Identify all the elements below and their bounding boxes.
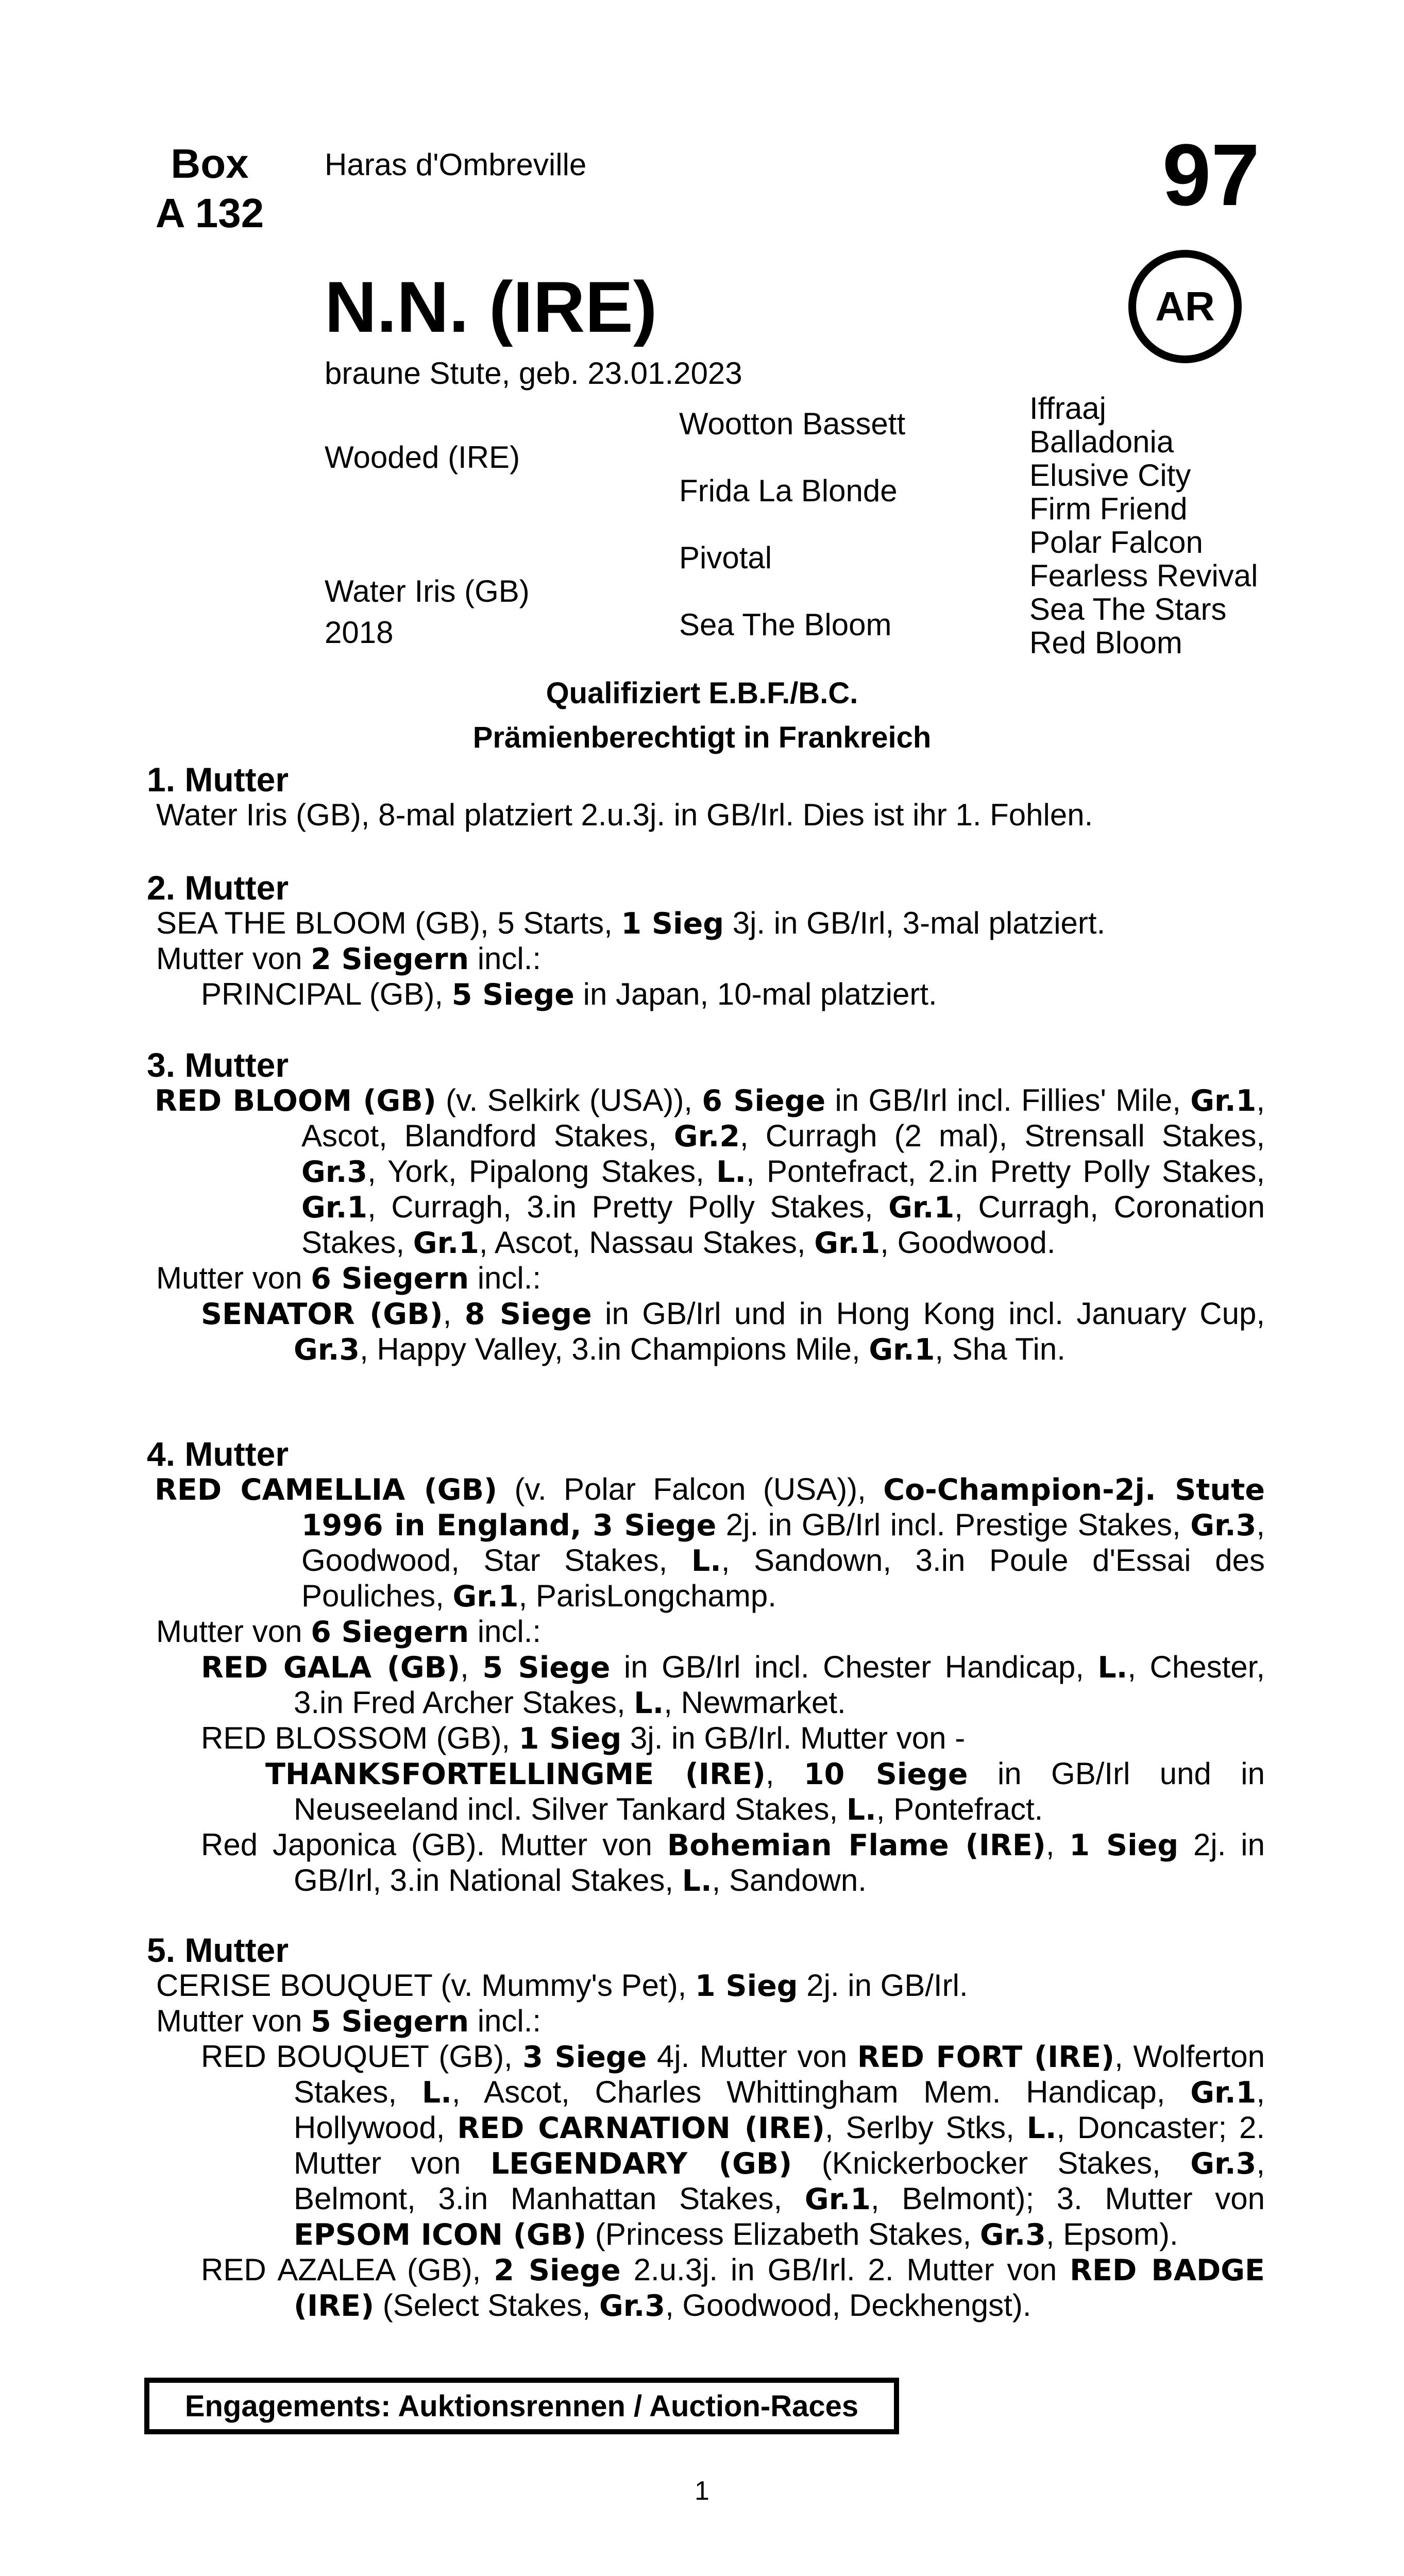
- pedigree-dam: Water Iris (GB): [325, 574, 530, 608]
- fourth-dam-produce-intro: Mutter von 6 Siegern incl.:: [156, 1614, 542, 1649]
- page-number: 1: [695, 2476, 709, 2506]
- section-heading: 1. Mutter: [147, 760, 289, 799]
- horse-description: braune Stute, geb. 23.01.2023: [325, 356, 742, 391]
- fifth-dam-produce-intro: Mutter von 5 Siegern incl.:: [156, 2004, 542, 2039]
- engagements-box: [144, 2378, 899, 2434]
- section-heading: 3. Mutter: [147, 1046, 289, 1084]
- section-heading: 2. Mutter: [147, 869, 289, 907]
- pedigree-ggp: Firm Friend: [1029, 492, 1188, 526]
- fourth-dam-produce-entry: RED BLOSSOM (GB), 1 Sieg 3j. in GB/Irl. Mutter von -: [201, 1721, 966, 1756]
- pedigree-granddam-sire-side: Frida La Blonde: [679, 473, 898, 508]
- first-dam-section: [147, 761, 1265, 833]
- fourth-dam-section: [147, 1436, 1265, 1899]
- pedigree-grandsire: Wootton Bassett: [679, 406, 906, 441]
- fourth-dam-produce-entry: RED GALA (GB), 5 Siege in GB/Irl incl. Chester Handicap, L., Chester, 3.in Fred Archer Stakes, L., Newmarket.: [201, 1650, 1265, 1720]
- box-label-block: [145, 139, 274, 238]
- engagements-label: Engagements: Auktionsrennen / Auction-Races: [184, 2389, 859, 2423]
- section-heading: 5. Mutter: [147, 1931, 289, 1969]
- box-label: Box: [171, 141, 249, 187]
- pedigree-granddam: Sea The Bloom: [679, 607, 892, 642]
- third-dam-produce-entry: SENATOR (GB), 8 Siege in GB/Irl und in Hong Kong incl. January Cup, Gr.3, Happy Valley, 3.in Champions Mile, Gr.1, Sha Tin.: [201, 1296, 1265, 1367]
- third-dam-section: [147, 1047, 1265, 1367]
- third-dam-record: RED BLOOM (GB) (v. Selkirk (USA)), 6 Siege in GB/Irl incl. Fillies' Mile, Gr.1, Ascot, Blandford Stakes, Gr.2, Curragh (2 mal), Strensall Stakes, Gr.3, York, Pipalong Stakes, L., Pontefract, 2.in Pretty Polly Stakes, Gr.1, Curragh, 3.in Pretty Polly Stakes, Gr.1, Curragh, Coronation Stakes, Gr.1, Ascot, Nassau Stakes, Gr.1, Goodwood.: [155, 1083, 1265, 1260]
- second-dam-section: [147, 870, 1265, 1012]
- ar-badge-label: AR: [1155, 283, 1215, 329]
- first-dam-text: Water Iris (GB), 8-mal platziert 2.u.3j. in GB/Irl. Dies ist ihr 1. Fohlen.: [156, 798, 1093, 832]
- premium-line: Prämienberechtigt in Frankreich: [472, 721, 932, 754]
- pedigree-ggp: Balladonia: [1029, 425, 1174, 459]
- fifth-dam-section: [147, 1932, 1265, 2324]
- pedigree-great-grandparents: [1029, 392, 1258, 659]
- fifth-dam-record: CERISE BOUQUET (v. Mummy's Pet), 1 Sieg 2j. in GB/Irl.: [156, 1968, 968, 2003]
- pedigree-ggp: Fearless Revival: [1029, 558, 1258, 593]
- pedigree-ggp: Polar Falcon: [1029, 525, 1203, 560]
- second-dam-produce-entry: PRINCIPAL (GB), 5 Siege in Japan, 10-mal platziert.: [201, 977, 937, 1012]
- qualification-line: Qualifiziert E.B.F./B.C.: [546, 676, 858, 710]
- fourth-dam-record: RED CAMELLIA (GB) (v. Polar Falcon (USA)), Co-Champion-2j. Stute 1996 in England, 3 Siege 2j. in GB/Irl incl. Prestige Stakes, Gr.3, Goodwood, Star Stakes, L., Sandown, 3.in Poule d'Essai des Pouliches, Gr.1, ParisLongchamp.: [155, 1472, 1265, 1614]
- ar-badge: [1128, 250, 1242, 363]
- fourth-dam-grandproduce-entry: THANKSFORTELLINGME (IRE), 10 Siege in GB/Irl und in Neuseeland incl. Silver Tankard Stakes, L., Pontefract.: [265, 1756, 1265, 1827]
- pedigree-grandsire-dam-side: Pivotal: [679, 540, 772, 575]
- fifth-dam-produce-entry: RED AZALEA (GB), 2 Siege 2.u.3j. in GB/Irl. 2. Mutter von RED BADGE (IRE) (Select Stakes, Gr.3, Goodwood, Deckhengst).: [201, 2252, 1265, 2323]
- section-heading: 4. Mutter: [147, 1435, 289, 1473]
- pedigree-ggp: Sea The Stars: [1029, 592, 1227, 626]
- lot-number: 97: [1162, 126, 1260, 224]
- pedigree-ggp: Iffraaj: [1029, 391, 1106, 426]
- fourth-dam-produce-entry: Red Japonica (GB). Mutter von Bohemian Flame (IRE), 1 Sieg 2j. in GB/Irl, 3.in National Stakes, L., Sandown.: [201, 1827, 1265, 1898]
- third-dam-produce-intro: Mutter von 6 Siegern incl.:: [156, 1261, 542, 1296]
- pedigree-ggp: Elusive City: [1029, 458, 1191, 493]
- horse-name: N.N. (IRE): [325, 266, 657, 347]
- box-code: A 132: [155, 190, 264, 236]
- pedigree-sire: Wooded (IRE): [325, 440, 520, 474]
- pedigree-ggp: Red Bloom: [1029, 625, 1182, 660]
- breeder-name: Haras d'Ombreville: [325, 147, 587, 182]
- second-dam-line: SEA THE BLOOM (GB), 5 Starts, 1 Sieg 3j. in GB/Irl, 3-mal platziert.: [156, 906, 1106, 941]
- pedigree-dam-year: 2018: [325, 615, 394, 650]
- second-dam-produce-intro: Mutter von 2 Siegern incl.:: [156, 941, 542, 976]
- fifth-dam-produce-entry: RED BOUQUET (GB), 3 Siege 4j. Mutter von RED FORT (IRE), Wolferton Stakes, L., Ascot, Charles Whittingham Mem. Handicap, Gr.1, Hollywood, RED CARNATION (IRE), Serlby Stks, L., Doncaster; 2. Mutter von LEGENDARY (GB) (Knickerbocker Stakes, Gr.3, Belmont, 3.in Manhattan Stakes, Gr.1, Belmont); 3. Mutter von EPSOM ICON (GB) (Princess Elizabeth Stakes, Gr.3, Epsom).: [201, 2039, 1265, 2252]
